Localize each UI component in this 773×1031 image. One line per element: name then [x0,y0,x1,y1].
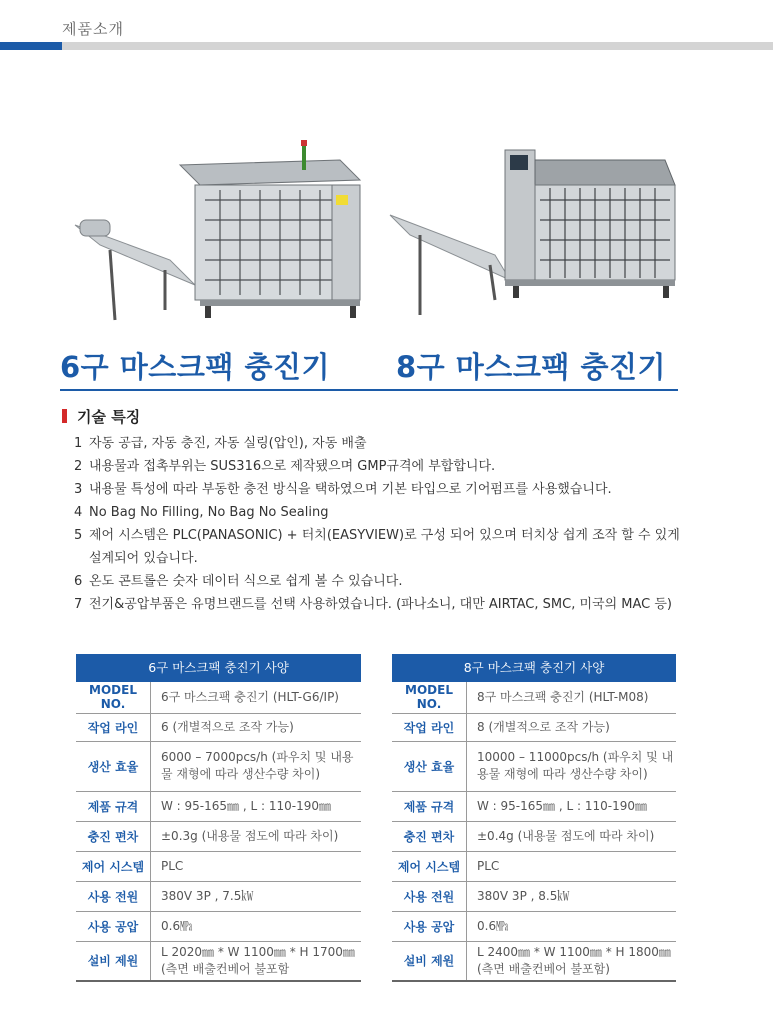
spec-value: 0.6㎫ [467,911,677,941]
spec-row [76,791,361,821]
spec-table-8 [392,654,676,982]
feature-item [74,593,694,616]
spec-value: ±0.4g (내용물 점도에 따라 차이) [467,821,677,851]
spec-value: 6000 – 7000pcs/h (파우치 및 내용물 재형에 따라 생산수량 차이) [151,741,362,791]
spec-label: 작업 라인 [76,713,151,741]
feature-item [74,455,694,478]
feature-number: 3 [74,482,83,497]
spec-label: 충진 편차 [392,821,467,851]
spec-label: MODEL NO. [76,681,151,713]
spec-value: 0.6㎫ [151,911,362,941]
spec-row [392,881,676,911]
spec-label: 사용 전원 [392,881,467,911]
spec-row [76,681,361,713]
spec-row [392,741,676,791]
feature-text: 내용물과 접촉부위는 SUS316으로 제작됐으며 GMP규격에 부합합니다. [89,459,496,474]
feature-text: 온도 콘트롤은 숫자 데이터 식으로 쉽게 볼 수 있습니다. [89,574,403,589]
spec-label: 작업 라인 [392,713,467,741]
spec-table-title: 8구 마스크팩 충진기 사양 [392,654,676,681]
spec-value: 6구 마스크팩 충진기 (HLT-G6/IP) [151,681,362,713]
feature-item [74,478,694,501]
spec-value: L 2020㎜ * W 1100㎜ * H 1700㎜ (측면 배출컨베어 불포함 [151,941,362,981]
feature-number: 7 [74,597,83,612]
spec-row [392,713,676,741]
divider [60,389,678,391]
spec-value: PLC [467,851,677,881]
feature-item [74,524,694,570]
spec-label: 설비 제원 [392,941,467,981]
feature-item [74,501,694,524]
feature-number: 1 [74,436,83,451]
spec-label: 제품 규격 [392,791,467,821]
spec-row [76,741,361,791]
spec-label: 제품 규격 [76,791,151,821]
feature-number: 6 [74,574,83,589]
spec-value: 10000 – 11000pcs/h (파우치 및 내용물 재형에 따라 생산수량 차이) [467,741,677,791]
spec-row [392,941,676,981]
spec-label: 사용 공압 [76,911,151,941]
spec-row [76,881,361,911]
spec-row [392,851,676,881]
features-heading [62,406,140,427]
feature-text: 전기&공압부품은 유명브랜드를 선택 사용하였습니다. (파나소니, 대만 AIRTAC, SMC, 미국의 MAC 등) [89,597,672,612]
spec-value: 8구 마스크팩 충진기 (HLT-M08) [467,681,677,713]
spec-label: 제어 시스템 [76,851,151,881]
spec-label: 사용 공압 [392,911,467,941]
spec-label: 충진 편차 [76,821,151,851]
feature-item [74,570,694,593]
spec-label: 생산 효율 [392,741,467,791]
spec-row [76,821,361,851]
features-title: 기술 특징 [77,408,141,426]
spec-value: W : 95-165㎜ , L : 110-190㎜ [467,791,677,821]
page-title: 제품소개 [62,20,124,38]
spec-label: 제어 시스템 [392,851,467,881]
feature-number: 5 [74,528,83,543]
product-6-name: 6구 마스크팩 충진기 [60,350,330,384]
spec-row [392,911,676,941]
spec-value: L 2400㎜ * W 1100㎜ * H 1800㎜ (측면 배출컨베어 불포함) [467,941,677,981]
spec-table-title: 6구 마스크팩 충진기 사양 [76,654,361,681]
spec-row [76,713,361,741]
spec-row [392,681,676,713]
feature-text: 제어 시스템은 PLC(PANASONIC) + 터치(EASYVIEW)로 구성 되어 있으며 터치상 쉽게 조작 할 수 있게 설계되어 있습니다. [89,528,680,566]
header-accent [0,42,62,50]
spec-row [76,911,361,941]
bullet-mark-icon [62,409,67,423]
feature-number: 4 [74,505,83,520]
features-list [74,432,694,616]
spec-label: 생산 효율 [76,741,151,791]
spec-value: ±0.3g (내용물 점도에 따라 차이) [151,821,362,851]
spec-value: 8 (개별적으로 조작 가능) [467,713,677,741]
feature-text: 자동 공급, 자동 충진, 자동 실링(압인), 자동 배출 [89,436,367,451]
spec-label: MODEL NO. [392,681,467,713]
header-bar [0,42,773,50]
machine-6-photo [70,130,370,330]
feature-text: No Bag No Filling, No Bag No Sealing [89,505,329,520]
spec-table-6 [76,654,361,982]
spec-value: 6 (개별적으로 조작 가능) [151,713,362,741]
feature-item [74,432,694,455]
spec-row [76,941,361,981]
spec-value: PLC [151,851,362,881]
product-8-name: 8구 마스크팩 충진기 [396,350,666,384]
spec-value: 380V 3P , 7.5㎾ [151,881,362,911]
spec-label: 설비 제원 [76,941,151,981]
spec-value: 380V 3P , 8.5㎾ [467,881,677,911]
feature-number: 2 [74,459,83,474]
spec-label: 사용 전원 [76,881,151,911]
spec-row [392,821,676,851]
spec-row [392,791,676,821]
spec-value: W : 95-165㎜ , L : 110-190㎜ [151,791,362,821]
spec-row [76,851,361,881]
machine-8-photo [385,130,685,330]
feature-text: 내용물 특성에 따라 부동한 충전 방식을 택하였으며 기본 타입으로 기어펌프를 사용했습니다. [89,482,612,497]
